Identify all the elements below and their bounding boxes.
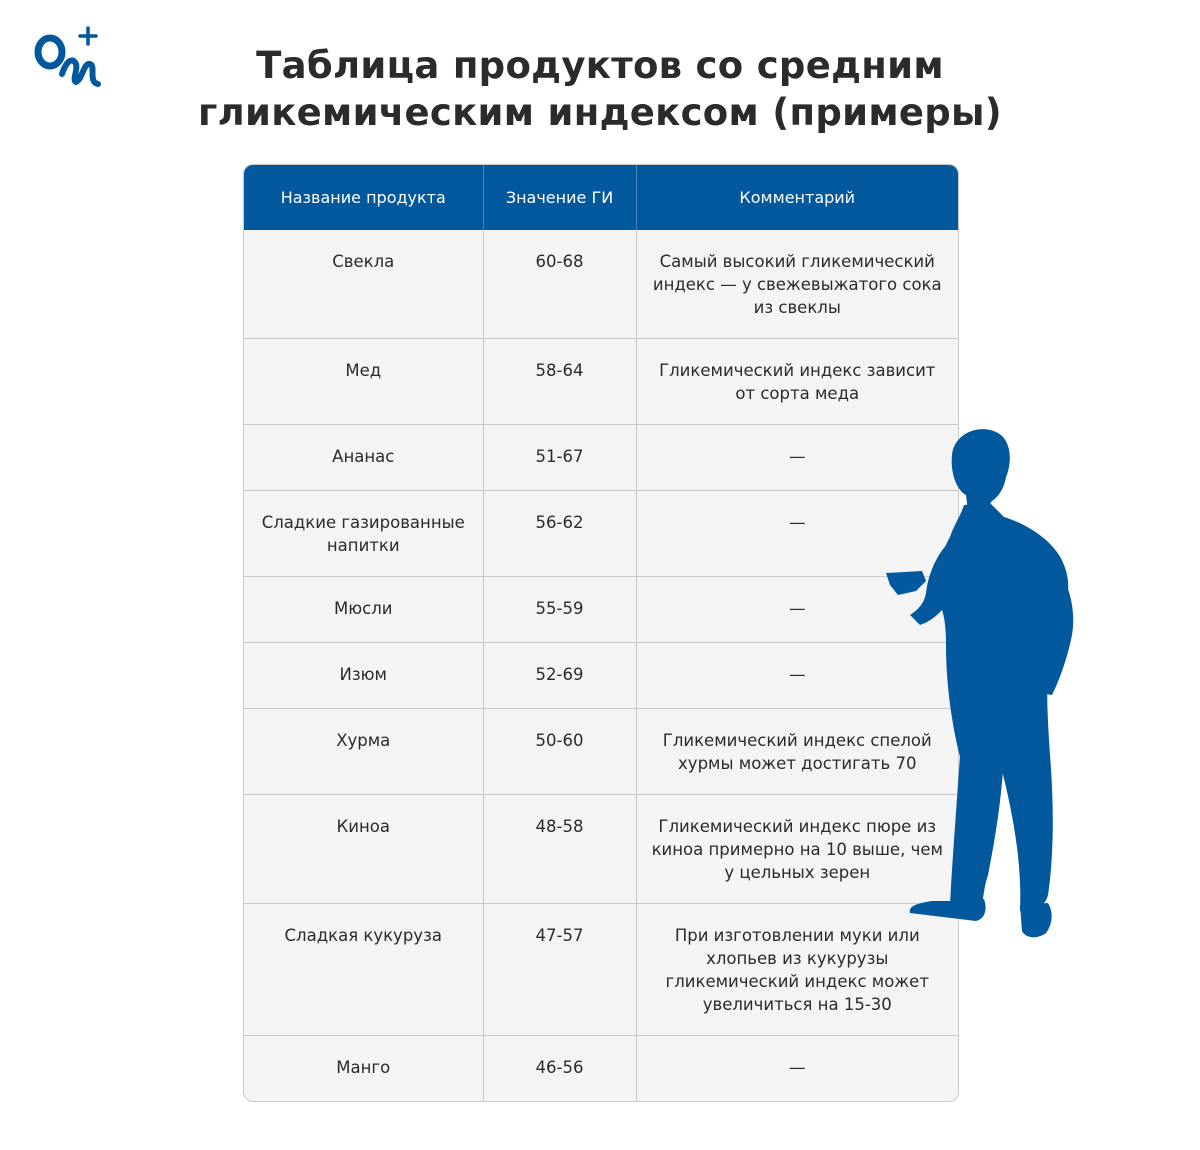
cell-comment: — [636, 1035, 958, 1101]
table-row [244, 794, 958, 903]
table-row [244, 424, 958, 490]
cell-gi: 60-68 [483, 230, 636, 338]
cell-product: Сладкая кукуруза [244, 903, 483, 1035]
cell-product: Ананас [244, 424, 483, 490]
cell-product: Хурма [244, 708, 483, 794]
table-header-row [244, 165, 958, 230]
column-header-gi: Значение ГИ [483, 165, 636, 230]
cell-comment: — [636, 490, 958, 576]
table-row [244, 708, 958, 794]
cell-gi: 47-57 [483, 903, 636, 1035]
page-title [0, 42, 1200, 136]
title-line-1: Таблица продуктов со средним [256, 44, 944, 87]
cell-gi: 58-64 [483, 338, 636, 424]
gi-table-container [243, 164, 959, 1102]
cell-product: Манго [244, 1035, 483, 1101]
cell-product: Изюм [244, 642, 483, 708]
table-row [244, 338, 958, 424]
person-with-phone-icon [880, 425, 1080, 945]
gi-table [244, 165, 958, 1101]
cell-gi: 50-60 [483, 708, 636, 794]
table-row [244, 642, 958, 708]
table-row [244, 490, 958, 576]
cell-comment: — [636, 642, 958, 708]
table-row [244, 1035, 958, 1101]
cell-gi: 51-67 [483, 424, 636, 490]
cell-comment: Гликемический индекс зависит от сорта меда [636, 338, 958, 424]
column-header-product: Название продукта [244, 165, 483, 230]
cell-product: Мед [244, 338, 483, 424]
cell-gi: 56-62 [483, 490, 636, 576]
table-row [244, 903, 958, 1035]
cell-comment: Гликемический индекс спелой хурмы может достигать 70 [636, 708, 958, 794]
cell-product: Свекла [244, 230, 483, 338]
cell-gi: 46-56 [483, 1035, 636, 1101]
cell-comment: При изготовлении муки или хлопьев из кукурузы гликемический индекс может увеличиться на 15-30 [636, 903, 958, 1035]
cell-comment: — [636, 576, 958, 642]
cell-gi: 55-59 [483, 576, 636, 642]
cell-gi: 52-69 [483, 642, 636, 708]
title-line-2: гликемическим индексом (примеры) [197, 91, 1003, 134]
table-row [244, 230, 958, 338]
cell-product: Мюсли [244, 576, 483, 642]
column-header-comment: Комментарий [636, 165, 958, 230]
cell-product: Сладкие газированные напитки [244, 490, 483, 576]
cell-product: Киноа [244, 794, 483, 903]
cell-comment: Самый высокий гликемический индекс — у свежевыжатого сока из свеклы [636, 230, 958, 338]
cell-comment: Гликемический индекс пюре из киноа примерно на 10 выше, чем у цельных зерен [636, 794, 958, 903]
cell-gi: 48-58 [483, 794, 636, 903]
table-row [244, 576, 958, 642]
cell-comment: — [636, 424, 958, 490]
